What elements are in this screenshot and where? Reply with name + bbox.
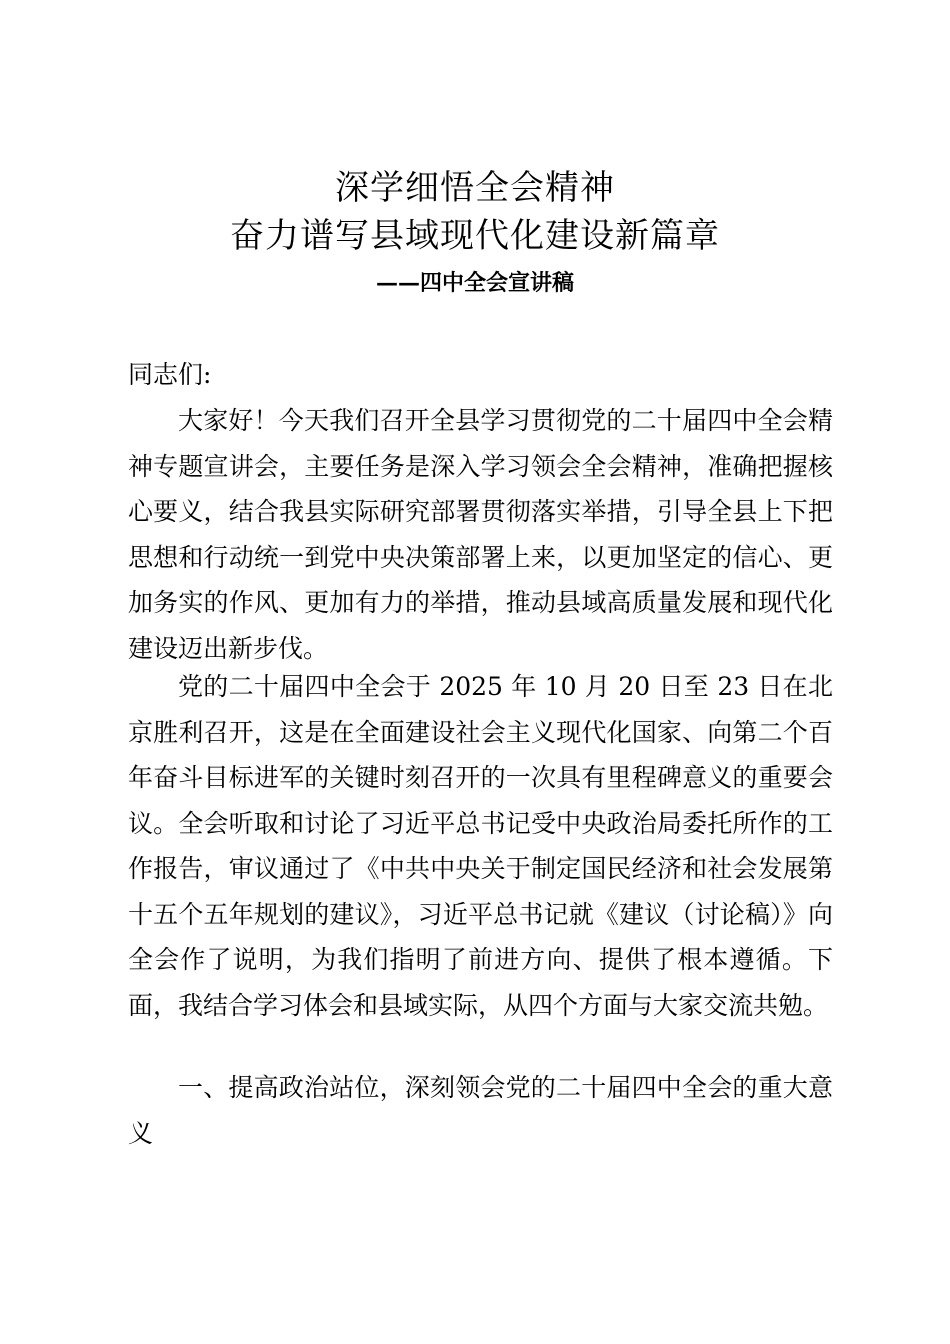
greeting: 同志们: <box>128 360 212 389</box>
document-title-line2: 奋力谱写县域现代化建设新篇章 <box>230 216 720 256</box>
section-heading-1: 一、提高政治站位，深刻领会党的二十届四中全会的重大意义 <box>128 1073 833 1148</box>
document-subtitle: ——四中全会宣讲稿 <box>375 270 574 296</box>
paragraph-background: 党的二十届四中全会于 2025 年 10 月 20 日至 23 日在北京胜利召开，这是在全面建设社会主义现代化国家、向第二个百年奋斗目标进军的关键时刻召开的一次具有里程碑意义的重要会议。全会听取和讨论了习近平总书记受中央政治局委托所作的工作报告，审议通过了《中共中央关于制定国民经济和社会发展第十五个五年规划的建议》，习近平总书记就《建议（讨论稿）》向全会作了说明，为我们指明了前进方向、提供了根本遵循。下面，我结合学习体会和县域实际，从四个方面与大家交流共勉。 <box>128 672 833 1020</box>
document-title-line1: 深学细悟全会精神 <box>335 168 615 208</box>
paragraph-opening: 大家好！今天我们召开全县学习贯彻党的二十届四中全会精神专题宣讲会，主要任务是深入学习领会全会精神，准确把握核心要义，结合我县实际研究部署贯彻落实举措，引导全县上下把思想和行动统一到党中央决策部署上来，以更加坚定的信心、更加务实的作风、更加有力的举措，推动县域高质量发展和现代化建设迈出新步伐。 <box>128 406 833 663</box>
